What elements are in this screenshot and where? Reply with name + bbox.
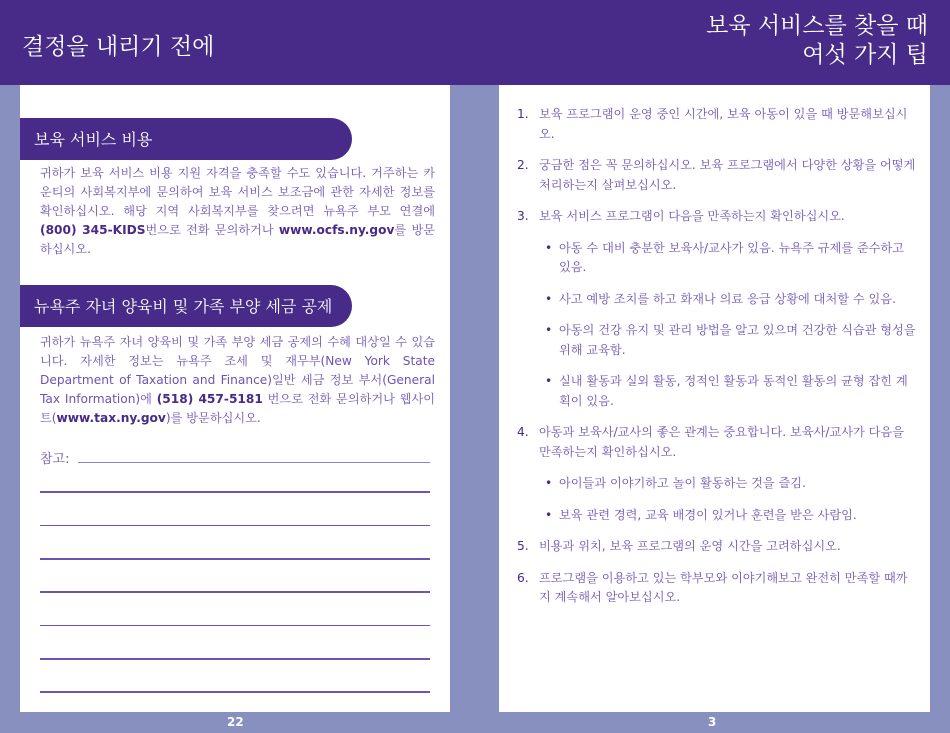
tip-number: 2.	[517, 158, 529, 172]
right-page	[499, 85, 930, 712]
bullet-icon: •	[545, 476, 553, 490]
page-number-left: 22	[227, 715, 244, 729]
right-title-line-2: 여섯 가지 팁	[802, 42, 928, 68]
website-link[interactable]: www.tax.ny.gov	[56, 411, 166, 425]
note-line	[40, 525, 430, 526]
phone-number: (800) 345-KIDS	[40, 223, 146, 237]
left-page	[20, 85, 450, 712]
bullet-text: 아이들과 이야기하고 놀이 활동하는 것을 즐김.	[559, 476, 806, 490]
tip-bullet	[545, 506, 917, 526]
tip-bullet	[545, 239, 917, 278]
note-line	[40, 591, 430, 593]
bullet-icon: •	[545, 323, 553, 337]
note-line	[40, 491, 430, 493]
bullet-icon: •	[545, 374, 553, 388]
bullet-text: 보육 관련 경력, 교육 배경이 있거나 훈련을 받은 사람임.	[559, 507, 857, 522]
tip-item	[517, 423, 917, 462]
tip-number: 6.	[517, 570, 529, 585]
notes-label: 참고:	[40, 452, 70, 467]
note-line	[40, 691, 430, 693]
header-bar	[0, 0, 950, 85]
bullet-icon: •	[545, 507, 553, 522]
tip-text: 보육 서비스 프로그램이 다음을 만족하는지 확인하십시오.	[539, 209, 845, 223]
bullet-text: 실내 활동과 실외 활동, 정적인 활동과 동적인 활동의 균형 잡힌 계획이 있음.	[559, 374, 908, 408]
page-number-right: 3	[708, 715, 717, 729]
tips-list	[517, 105, 917, 620]
bullet-icon: •	[545, 240, 553, 255]
tip-item	[517, 569, 917, 608]
tip-bullet	[545, 372, 917, 411]
tip-bullet	[545, 474, 917, 494]
note-line	[40, 625, 430, 626]
tip-text: 비용과 위치, 보육 프로그램의 운영 시간을 고려하십시오.	[539, 539, 841, 553]
tip-bullet	[545, 290, 917, 310]
tip-text: 프로그램을 이용하고 있는 학부모와 이야기해보고 완전히 만족할 때까지 계속해서 알아보십시오.	[539, 570, 908, 604]
section-heading-tax-credit: 뉴욕주 자녀 양육비 및 가족 부양 세금 공제	[20, 285, 352, 327]
tip-item	[517, 156, 917, 195]
right-title-line-1: 보육 서비스를 찾을 때	[706, 13, 928, 39]
right-page-title	[706, 12, 928, 70]
bullet-icon: •	[545, 291, 553, 306]
tip-number: 3.	[517, 209, 529, 223]
tip-number: 1.	[517, 107, 529, 121]
section-heading-childcare-cost: 보육 서비스 비용	[20, 118, 352, 160]
tip-item	[517, 537, 917, 557]
tip-bullet	[545, 321, 917, 360]
tip-text: 궁금한 점은 꼭 문의하십시오. 보육 프로그램에서 다양한 상황을 어떻게 처리하는지 살펴보십시오.	[539, 158, 916, 192]
tax-credit-paragraph: 귀하가 뉴욕주 자녀 양육비 및 가족 부양 세금 공제의 수혜 대상일 수 있습니다. 자세한 정보는 뉴욕주 조세 및 재무부(New York State Department of Taxation and Finance)일반 세금 정보 부서(General Tax Information)에 (518) 457-5181 번으로 전화 문의하거나 웹사이트(www.tax.ny.gov)를 방문하십시오.	[40, 335, 436, 425]
bullet-text: 아동의 건강 유지 및 관리 방법을 알고 있으며 건강한 식습관 형성을 위해 교육함.	[559, 323, 916, 357]
left-page-title: 결정을 내리기 전에	[22, 34, 215, 60]
childcare-cost-paragraph: 귀하가 보육 서비스 비용 지원 자격을 충족할 수도 있습니다. 거주하는 카운티의 사회복지부에 문의하여 보육 서비스 보조금에 관한 자세한 정보를 확인하십시오. 해당 지역 사회복지부를 찾으려면 뉴욕주 부모 연결에 (800) 345-KIDS번으로 전화 문의하거나 www.ocfs.ny.gov를 방문하십시오.	[40, 166, 435, 256]
note-line	[78, 462, 430, 463]
tip-number: 4.	[517, 425, 529, 439]
tip-number: 5.	[517, 539, 529, 553]
phone-number: (518) 457-5181	[156, 392, 263, 406]
note-line	[40, 658, 430, 660]
tip-item	[517, 207, 917, 227]
note-line	[40, 558, 430, 560]
tip-item	[517, 105, 917, 144]
bullet-text: 아동 수 대비 충분한 보육사/교사가 있음. 뉴욕주 규제를 준수하고 있음.	[559, 240, 905, 274]
tip-text: 보육 프로그램이 운영 중인 시간에, 보육 아동이 있을 때 방문해보십시오.	[539, 107, 908, 141]
tip-text: 아동과 보육사/교사의 좋은 관계는 중요합니다. 보육사/교사가 다음을 만족하는지 확인하십시오.	[539, 425, 904, 459]
website-link[interactable]: www.ocfs.ny.gov	[278, 223, 395, 237]
bullet-text: 사고 예방 조치를 하고 화재나 의료 응급 상황에 대처할 수 있음.	[559, 291, 896, 306]
